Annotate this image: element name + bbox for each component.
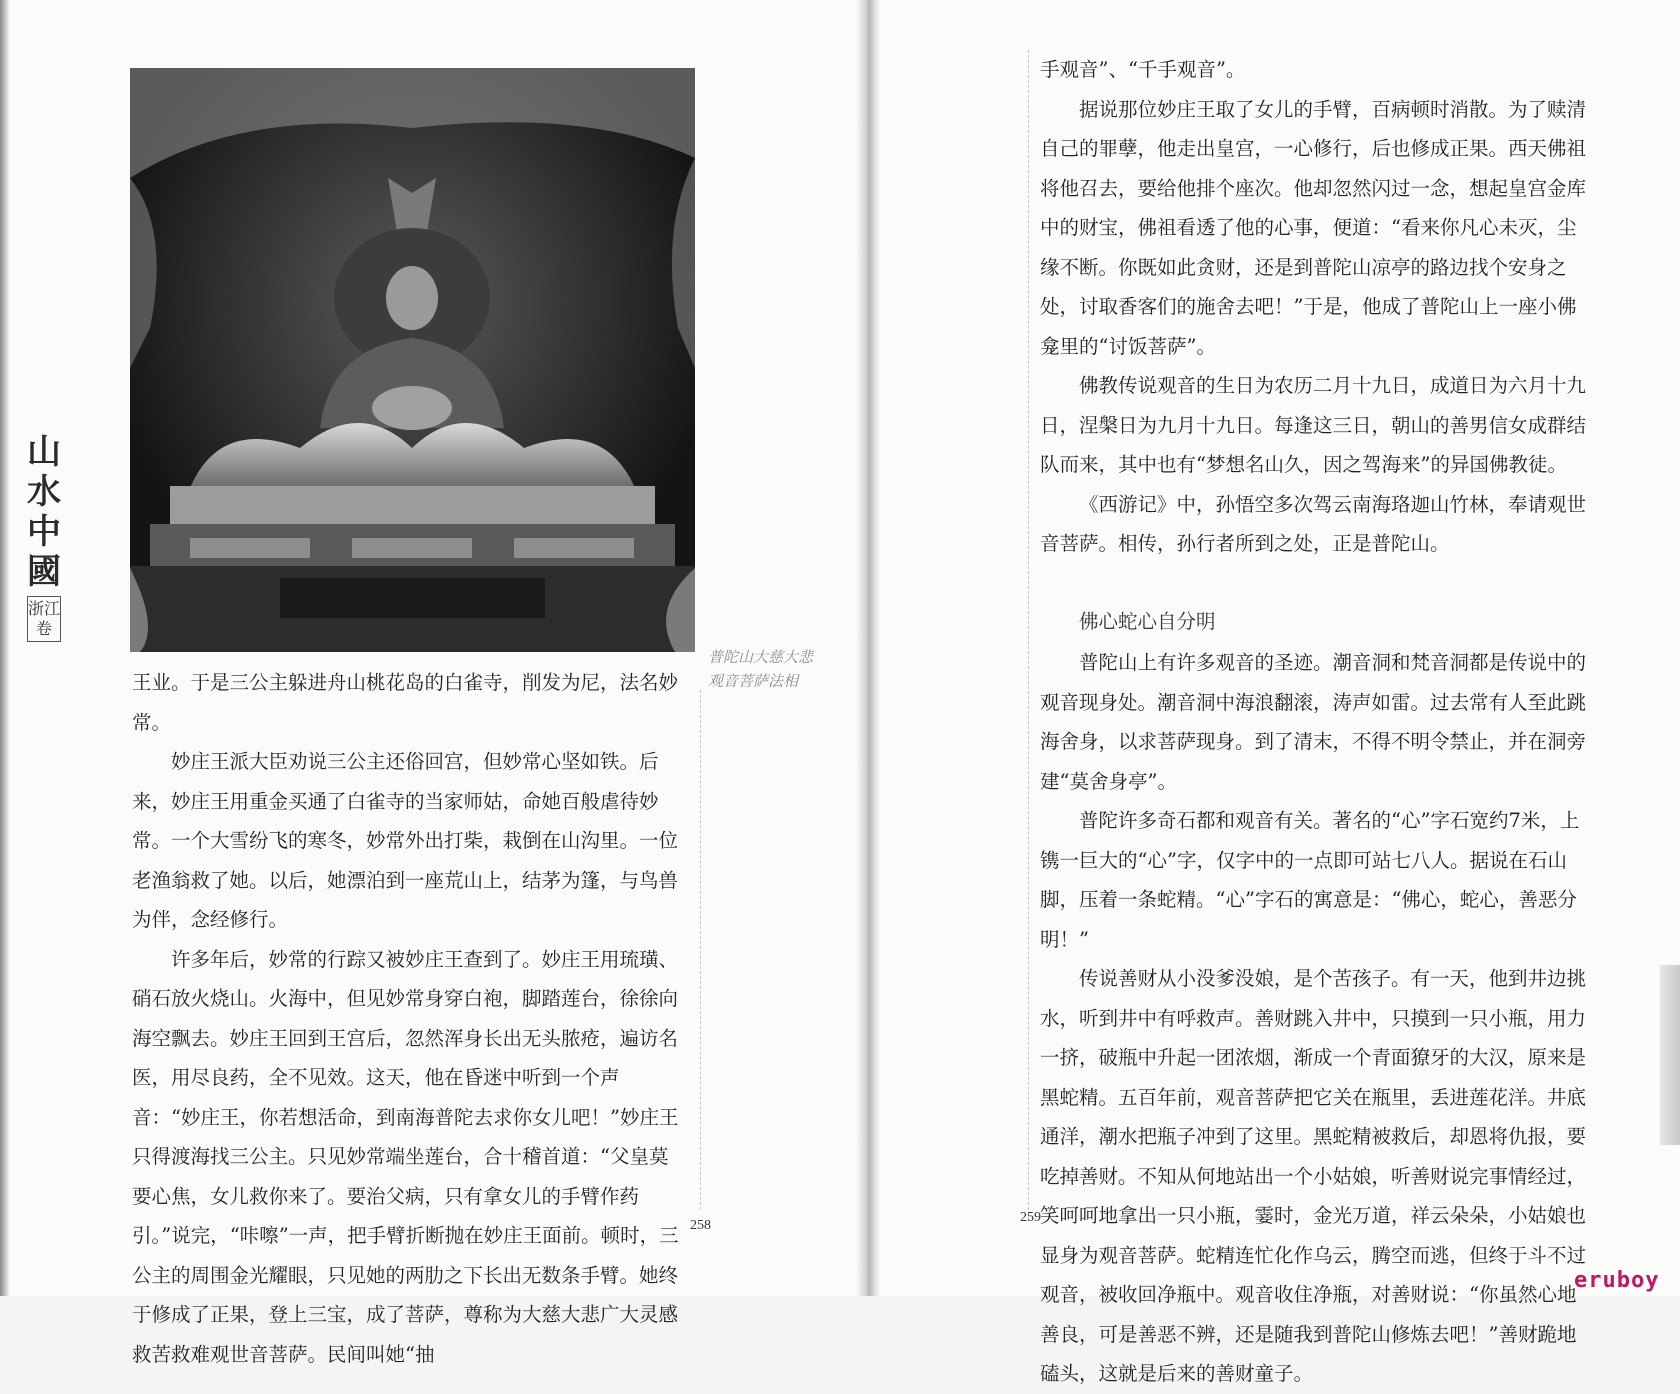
paragraph: 手观音”、“千手观音”。 (1040, 58, 1246, 81)
photo-caption (708, 645, 848, 693)
watermark: eruboy (1574, 1268, 1660, 1293)
calligraphy-char: 中 (27, 512, 61, 552)
caption-line: 普陀山大慈大悲 (708, 648, 814, 666)
page-number: 258 (690, 1218, 711, 1233)
margin-rule (1028, 50, 1029, 1220)
paragraph: 妙庄王派大臣劝说三公主还俗回宫，但妙常心坚如铁。后来，妙庄王用重金买通了白雀寺的当家师姑，命她百般虐待妙常。一个大雪纷飞的寒冬，妙常外出打柴，栽倒在山沟里。一位老渔翁救了她。以后，她漂泊到一座荒山上，结茅为篷，与鸟兽为伴，念经修行。 (132, 750, 679, 931)
calligraphy-char: 山 (27, 432, 61, 472)
page-edge-tab (1660, 965, 1680, 1145)
volume-label: 浙江卷 (27, 596, 61, 642)
calligraphy-char: 國 (27, 552, 61, 592)
paragraph: 王业。于是三公主躲进舟山桃花岛的白雀寺，削发为尼，法名妙常。 (132, 671, 679, 734)
page-number: 259 (1020, 1210, 1041, 1225)
page-edge-shadow (0, 0, 10, 1296)
paragraph: 传说善财从小没爹没娘，是个苦孩子。有一天，他到井边挑水，听到井中有呼救声。善财跳入井中，只摸到一只小瓶，用力一挤，破瓶中升起一团浓烟，渐成一个青面獠牙的大汉，原来是黑蛇精。五百年前，观音菩萨把它关在瓶里，丢进莲花洋。井底通洋，潮水把瓶子冲到了这里。黑蛇精被救后，却恩将仇报，要吃掉善财。不知从何地站出一个小姑娘，听善财说完事情经过，笑呵呵地拿出一只小瓶，霎时，金光万道，祥云朵朵，小姑娘也显身为观音菩萨。蛇精连忙化作乌云，腾空而逃，但终于斗不过观音，被收回净瓶中。观音收住净瓶，对善财说：“你虽然心地善良，可是善恶不辨，还是随我到普陀山修炼去吧！”善财跪地磕头，这就是后来的善财童子。 (1040, 967, 1587, 1385)
paragraph: 据说那位妙庄王取了女儿的手臂，百病顿时消散。为了赎清自己的罪孽，他走出皇宫，一心修行，后也修成正果。西天佛祖将他召去，要给他排个座次。他却忽然闪过一念，想起皇宫金库中的财宝，佛祖看透了他的心事，便道：“看来你凡心未灭，尘缘不断。你既如此贪财，还是到普陀山凉亭的路边找个安身之处，讨取香客们的施舍去吧！”于是，他成了普陀山上一座小佛龛里的“讨饭菩萨”。 (1040, 97, 1587, 358)
guanyin-statue-photo (130, 68, 695, 652)
paragraph: 佛教传说观音的生日为农历二月十九日，成道日为六月十九日，涅槃日为九月十九日。每逢这三日，朝山的善男信女成群结队而来，其中也有“梦想名山久，因之驾海来”的异国佛教徒。 (1040, 374, 1587, 476)
left-body-text (132, 663, 687, 1374)
paragraph: 《西游记》中，孙悟空多次驾云南海珞迦山竹林，奉请观世音菩萨。相传，孙行者所到之处，正是普陀山。 (1040, 492, 1587, 555)
calligraphy-char: 水 (27, 472, 61, 512)
caption-line: 观音菩萨法相 (708, 672, 799, 690)
paragraph: 普陀许多奇石都和观音有关。著名的“心”字石宽约7米，上镌一巨大的“心”字，仅字中的一点即可站七八人。据说在石山脚，压着一条蛇精。“心”字石的寓意是：“佛心，蛇心，善恶分明！” (1040, 809, 1580, 951)
right-body-text (1040, 50, 1590, 1394)
book-gutter (856, 0, 880, 1296)
paragraph: 普陀山上有许多观音的圣迹。潮音洞和梵音洞都是传说中的观音现身处。潮音洞中海浪翻滚，涛声如雷。过去常有人至此跳海舍身，以求菩萨现身。到了清末，不得不明令禁止，并在洞旁建“莫舍身亭”。 (1040, 651, 1587, 793)
margin-rule (700, 690, 701, 1210)
section-heading: 佛心蛇心自分明 (1079, 609, 1216, 633)
series-calligraphy-mark (22, 432, 66, 642)
paragraph: 许多年后，妙常的行踪又被妙庄王查到了。妙庄王用琉璜、硝石放火烧山。火海中，但见妙常身穿白袍，脚踏莲台，徐徐向海空飘去。妙庄王回到王宫后，忽然浑身长出无头脓疮，遍访名医，用尽良药，全不见效。这天，他在昏迷中听到一个声音：“妙庄王，你若想活命，到南海普陀去求你女儿吧！”妙庄王只得渡海找三公主。只见妙常端坐莲台，合十稽首道：“父皇莫要心焦，女儿救你来了。要治父病，只有拿女儿的手臂作药引。”说完，“咔嚓”一声，把手臂折断抛在妙庄王面前。顿时，三公主的周围金光耀眼，只见她的两肋之下长出无数条手臂。她终于修成了正果，登上三宝，成了菩萨，尊称为大慈大悲广大灵感救苦救难观世音菩萨。民间叫她“抽 (132, 947, 679, 1366)
